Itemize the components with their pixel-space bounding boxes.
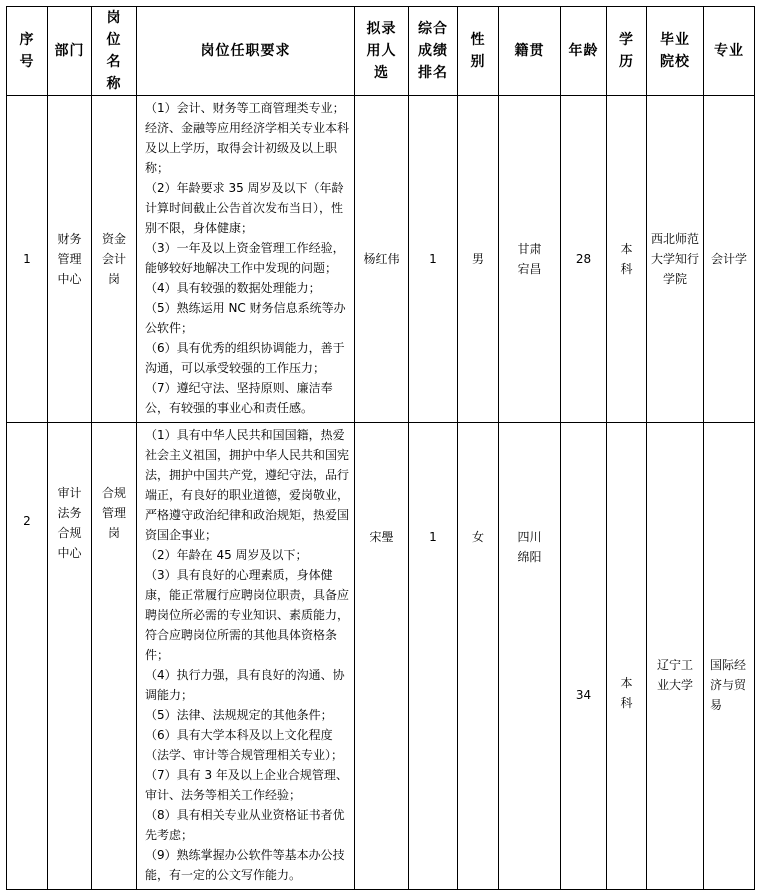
row-no: 2: [7, 423, 48, 890]
header-row: [7, 7, 755, 96]
header-age: 年龄: [561, 7, 607, 96]
requirement-item: （4）执行力强，具有良好的沟通、协调能力；: [145, 668, 345, 702]
header-post: 岗位名称: [92, 7, 137, 96]
row-candidate: 杨红伟: [355, 96, 409, 423]
row-requirements: [137, 96, 355, 423]
requirement-item: （1）会计、财务等工商管理类专业；经济、金融等应用经济学相关专业本科及以上学历，取得会计初级及以上职称；: [145, 101, 350, 175]
row-edu: 本科: [607, 423, 647, 890]
header-major: 专业: [704, 7, 755, 96]
requirement-item: （7）遵纪守法、坚持原则、廉洁奉公，有较强的事业心和责任感。: [145, 381, 333, 415]
row-age: 28: [561, 96, 607, 423]
row-candidate: 宋璺: [355, 423, 409, 890]
row-no: 1: [7, 96, 48, 423]
requirement-item: （3）具有良好的心理素质，身体健康，能正常履行应聘岗位职责，具备应聘岗位所必需的专业知识、素质能力，符合应聘岗位所需的其他具体资格条件；: [145, 568, 350, 662]
row-post: 资金会计岗: [92, 96, 137, 423]
table-row: [7, 423, 755, 890]
requirement-item: （5）熟练运用 NC 财务信息系统等办公软件；: [145, 301, 346, 335]
row-origin: 甘肃宕昌: [499, 96, 561, 423]
requirement-item: （1）具有中华人民共和国国籍，热爱社会主义祖国，拥护中华人民共和国宪法，拥护中国共产党，遵纪守法，品行端正，有良好的职业道德，爱岗敬业，严格遵守政治纪律和政治规矩，热爱国资国企事业；: [145, 428, 350, 542]
row-school: 辽宁工业大学: [647, 423, 704, 890]
results-table: [6, 6, 755, 890]
row-requirements: [137, 423, 355, 890]
header-rank: 综合成绩排名: [409, 7, 458, 96]
requirement-item: （6）具有优秀的组织协调能力，善于沟通，可以承受较强的工作压力；: [145, 341, 345, 375]
row-edu: 本科: [607, 96, 647, 423]
requirement-item: （2）年龄要求 35 周岁及以下（年龄计算时间截止公告首次发布当日），性别不限，身体健康；: [145, 181, 344, 235]
header-requirements: 岗位任职要求: [137, 7, 355, 96]
row-school: 西北师范大学知行学院: [647, 96, 704, 423]
row-age: 34: [561, 423, 607, 890]
requirement-item: （6）具有大学本科及以上文化程度（法学、审计等合规管理相关专业）；: [145, 728, 344, 762]
header-candidate: 拟录用人选: [355, 7, 409, 96]
row-gender: 男: [458, 96, 499, 423]
header-no: 序号: [7, 7, 48, 96]
requirement-item: （3）一年及以上资金管理工作经验，能够较好地解决工作中发现的问题；: [145, 241, 345, 275]
row-gender: 女: [458, 423, 499, 890]
row-rank: 1: [409, 423, 458, 890]
requirement-item: （8）具有相关专业从业资格证书者优先考虑；: [145, 808, 345, 842]
header-edu: 学历: [607, 7, 647, 96]
table-row: [7, 96, 755, 423]
requirement-item: （2）年龄在 45 周岁及以下；: [145, 548, 308, 562]
row-major: 会计学: [704, 96, 755, 423]
header-dept: 部门: [48, 7, 92, 96]
requirement-item: （5）法律、法规规定的其他条件；: [145, 708, 333, 722]
row-dept: 审计法务合规中心: [48, 423, 92, 890]
header-gender: 性别: [458, 7, 499, 96]
requirement-item: （9）熟练掌握办公软件等基本办公技能，有一定的公文写作能力。: [145, 848, 345, 882]
requirement-item: （7）具有 3 年及以上企业合规管理、审计、法务等相关工作经验；: [145, 768, 348, 802]
row-dept: 财务管理中心: [48, 96, 92, 423]
header-school: 毕业院校: [647, 7, 704, 96]
requirement-item: （4）具有较强的数据处理能力；: [145, 281, 321, 295]
header-origin: 籍贯: [499, 7, 561, 96]
row-post: 合规管理岗: [92, 423, 137, 890]
row-rank: 1: [409, 96, 458, 423]
row-major: 国际经济与贸易: [704, 423, 755, 890]
row-origin: 四川绵阳: [499, 423, 561, 890]
